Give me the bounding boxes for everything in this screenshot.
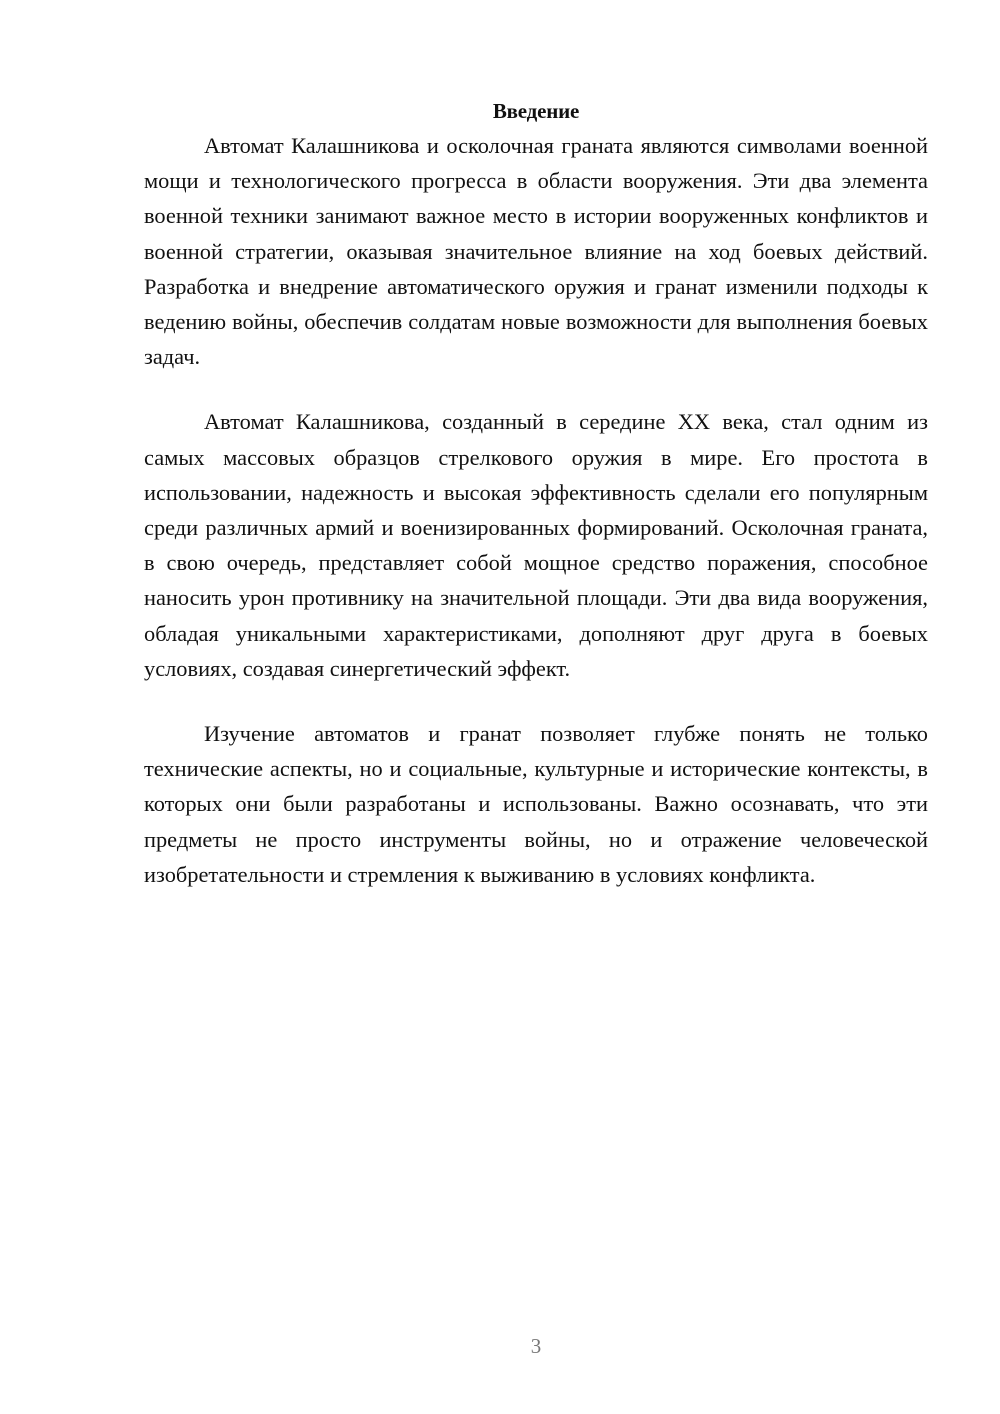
page-content	[144, 96, 928, 922]
page-number: 3	[530, 1334, 542, 1358]
paragraph-3: Изучение автоматов и гранат позволяет глубже понять не только технические аспекты, но и социальные, культурные и исторические контексты, в которых они были разработаны и использованы. Важно осознавать, что эти предметы не просто инструменты войны, но и отражение человеческой изобретательности и стремления к выживанию в условиях конфликта.	[144, 721, 928, 887]
section-heading: Введение	[492, 99, 580, 123]
paragraph-1: Автомат Калашникова и осколочная граната являются символами военной мощи и технологического прогресса в области вооружения. Эти два элемента военной техники занимают важное место в истории вооруженных конфликтов и военной стратегии, оказывая значительное влияние на ход боевых действий. Разработка и внедрение автоматического оружия и гранат изменили подходы к ведению войны, обеспечив солдатам новые возможности для выполнения боевых задач.	[144, 133, 928, 370]
paragraph-2: Автомат Калашникова, созданный в середине XX века, стал одним из самых массовых образцов стрелкового оружия в мире. Его простота в использовании, надежность и высокая эффективность сделали его популярным среди различных армий и военизированных формирований. Осколочная граната, в свою очередь, представляет собой мощное средство поражения, способное наносить урон противнику на значительной площади. Эти два вида вооружения, обладая уникальными характеристиками, дополняют друг друга в боевых условиях, создавая синергетический эффект.	[144, 409, 928, 681]
